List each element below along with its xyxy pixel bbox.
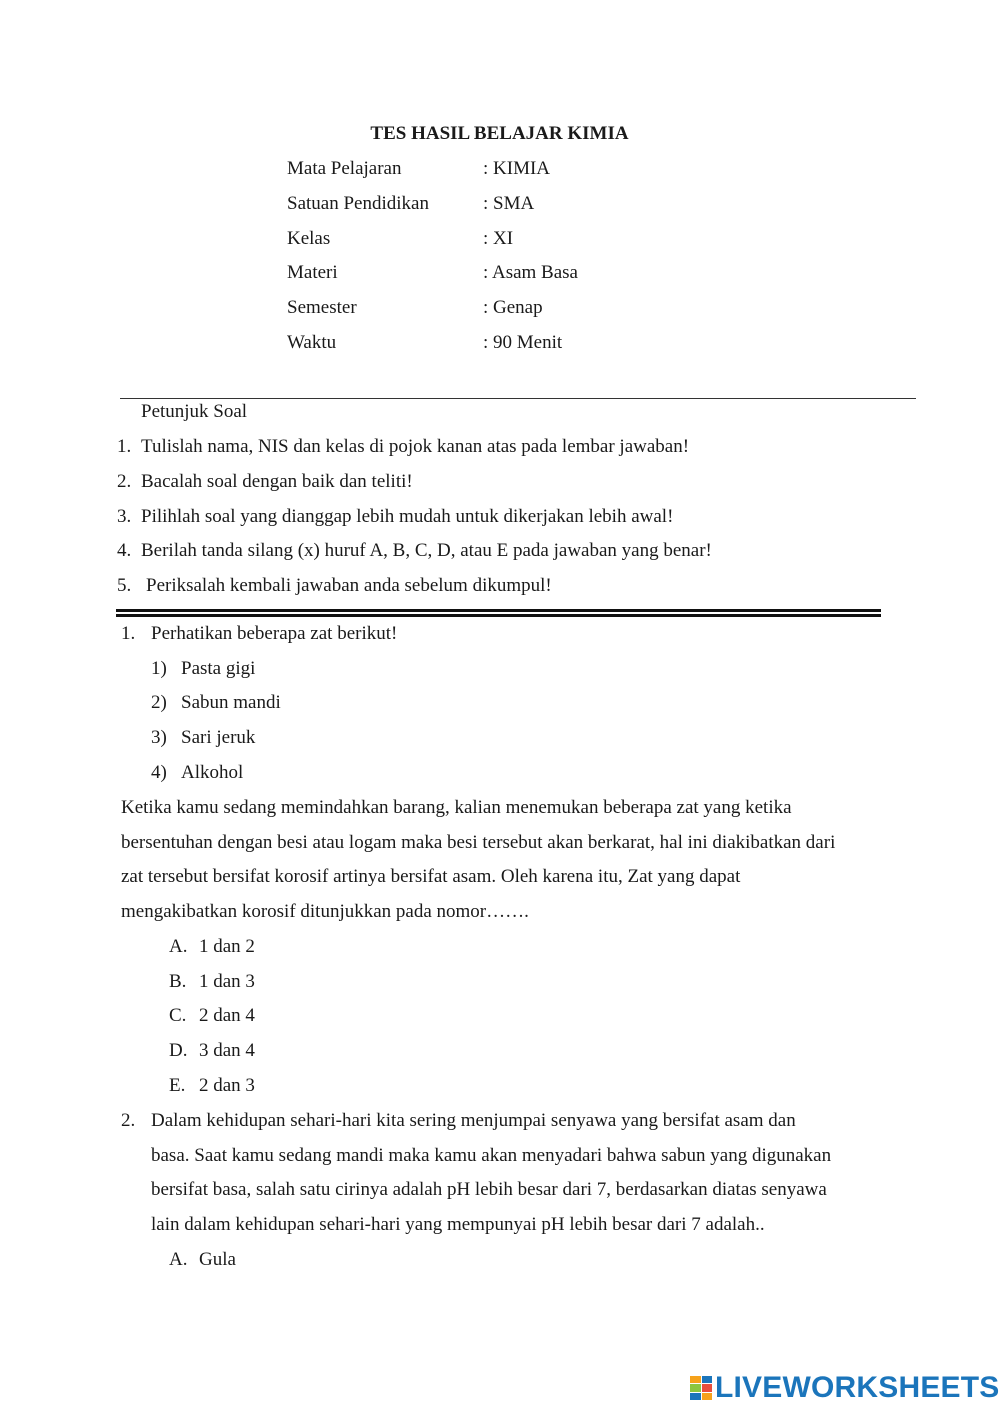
question-paragraph-line: mengakibatkan korosif ditunjukkan pada nomor……. bbox=[121, 901, 529, 922]
question-number: 2. bbox=[121, 1110, 136, 1131]
option-text: 2 dan 4 bbox=[199, 1005, 255, 1026]
info-value: : Asam Basa bbox=[483, 262, 578, 283]
info-label: Satuan Pendidikan bbox=[287, 193, 429, 214]
sub-item-number: 4) bbox=[151, 762, 167, 783]
option-letter: C. bbox=[169, 1005, 187, 1026]
page-title: TES HASIL BELAJAR KIMIA bbox=[370, 123, 629, 144]
option-letter: A. bbox=[169, 1249, 188, 1270]
option-text: 1 dan 2 bbox=[199, 936, 255, 957]
info-value: : Genap bbox=[483, 297, 543, 318]
instruction-number: 5. bbox=[117, 575, 132, 596]
question-line: bersifat basa, salah satu cirinya adalah pH lebih besar dari 7, berdasarkan diatas senyawa bbox=[151, 1179, 827, 1200]
instruction-text: Pilihlah soal yang dianggap lebih mudah untuk dikerjakan lebih awal! bbox=[141, 506, 674, 527]
instruction-number: 2. bbox=[117, 471, 132, 492]
info-value: : KIMIA bbox=[483, 158, 551, 179]
divider-double-bottom bbox=[116, 614, 881, 617]
instruction-text: Berilah tanda silang (x) huruf A, B, C, D, atau E pada jawaban yang benar! bbox=[141, 540, 712, 561]
liveworksheets-logo[interactable] bbox=[690, 1371, 999, 1404]
sub-item-text: Alkohol bbox=[181, 762, 244, 783]
instruction-number: 3. bbox=[117, 506, 132, 527]
instruction-text: Tulislah nama, NIS dan kelas di pojok kanan atas pada lembar jawaban! bbox=[141, 436, 690, 457]
option-letter: B. bbox=[169, 971, 187, 992]
info-label: Waktu bbox=[287, 332, 337, 353]
question-paragraph-line: Ketika kamu sedang memindahkan barang, kalian menemukan beberapa zat yang ketika bbox=[121, 797, 792, 818]
sub-item-text: Sabun mandi bbox=[181, 692, 281, 713]
info-label: Materi bbox=[287, 262, 338, 283]
option-text: 1 dan 3 bbox=[199, 971, 255, 992]
instructions-heading: Petunjuk Soal bbox=[141, 401, 248, 422]
info-value: : 90 Menit bbox=[483, 332, 563, 353]
logo-text: LIVEWORKSHEETS bbox=[715, 1371, 999, 1404]
info-label: Kelas bbox=[287, 228, 331, 249]
sub-item-number: 1) bbox=[151, 658, 167, 679]
question-line: Dalam kehidupan sehari-hari kita sering menjumpai senyawa yang bersifat asam dan bbox=[151, 1110, 796, 1131]
info-value: : XI bbox=[483, 228, 514, 249]
info-value: : SMA bbox=[483, 193, 535, 214]
question-line: basa. Saat kamu sedang mandi maka kamu akan menyadari bahwa sabun yang digunakan bbox=[151, 1145, 832, 1166]
info-label: Mata Pelajaran bbox=[287, 158, 402, 179]
option-letter: A. bbox=[169, 936, 188, 957]
info-label: Semester bbox=[287, 297, 357, 318]
question-paragraph-line: zat tersebut bersifat korosif artinya bersifat asam. Oleh karena itu, Zat yang dapat bbox=[121, 866, 741, 887]
sub-item-number: 3) bbox=[151, 727, 167, 748]
instruction-number: 4. bbox=[117, 540, 132, 561]
question-paragraph-line: bersentuhan dengan besi atau logam maka besi tersebut akan berkarat, hal ini diakibatkan dari bbox=[121, 832, 836, 853]
option-letter: D. bbox=[169, 1040, 188, 1061]
question-stem: Perhatikan beberapa zat berikut! bbox=[151, 623, 398, 644]
option-letter: E. bbox=[169, 1075, 186, 1096]
sub-item-text: Pasta gigi bbox=[181, 658, 256, 679]
question-line: lain dalam kehidupan sehari-hari yang mempunyai pH lebih besar dari 7 adalah.. bbox=[151, 1214, 765, 1235]
instruction-text: Bacalah soal dengan baik dan teliti! bbox=[141, 471, 413, 492]
sub-item-text: Sari jeruk bbox=[181, 727, 256, 748]
instruction-text: Periksalah kembali jawaban anda sebelum dikumpul! bbox=[146, 575, 552, 596]
divider bbox=[120, 398, 916, 399]
option-text: 2 dan 3 bbox=[199, 1075, 255, 1096]
question-number: 1. bbox=[121, 623, 136, 644]
option-text: 3 dan 4 bbox=[199, 1040, 255, 1061]
sub-item-number: 2) bbox=[151, 692, 167, 713]
liveworksheets-logo-icon bbox=[690, 1376, 712, 1400]
option-text: Gula bbox=[199, 1249, 236, 1270]
instruction-number: 1. bbox=[117, 436, 132, 457]
divider-double-top bbox=[116, 609, 881, 612]
